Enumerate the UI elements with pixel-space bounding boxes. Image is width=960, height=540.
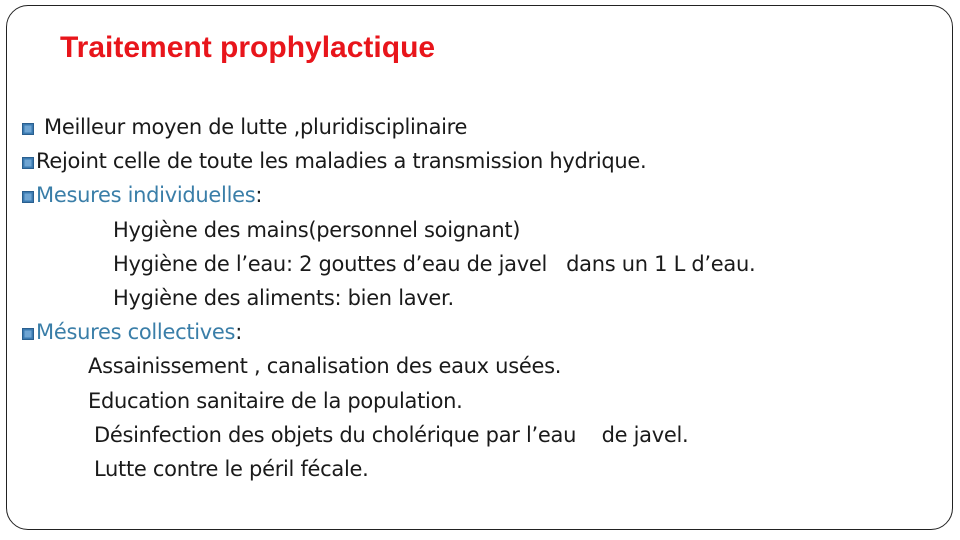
slide-title: Traitement prophylactique bbox=[60, 31, 436, 64]
section-heading-mesures-collectives: Mésures collectives bbox=[36, 320, 236, 345]
sub-item-education-sanitaire: Education sanitaire de la population. bbox=[88, 388, 463, 413]
square-bullet-icon bbox=[22, 157, 34, 169]
sub-item-desinfection: Désinfection des objets du cholérique par l’eau de javel. bbox=[94, 422, 689, 447]
square-bullet-icon bbox=[22, 328, 34, 340]
square-bullet-icon bbox=[22, 191, 34, 203]
sub-item-hygiene-aliments: Hygiène des aliments: bien laver. bbox=[113, 285, 454, 310]
slide-content bbox=[22, 110, 922, 486]
sub-item-lutte-peril: Lutte contre le péril fécale. bbox=[94, 456, 369, 481]
bullet-item-meilleur-moyen bbox=[22, 110, 922, 144]
sub-item-assainissement: Assainissement , canalisation des eaux usées. bbox=[88, 354, 562, 379]
heading-colon: : bbox=[255, 183, 263, 208]
heading-colon: : bbox=[235, 320, 242, 345]
square-bullet-icon bbox=[22, 123, 34, 135]
section-heading-mesures-individuelles: Mesures individuelles bbox=[36, 183, 256, 208]
bullet-text: Meilleur moyen de lutte ,pluridisciplinaire bbox=[44, 115, 468, 139]
bullet-item-mesures-collectives bbox=[22, 315, 922, 349]
sub-item-hygiene-eau: Hygiène de l’eau: 2 gouttes d’eau de javel dans un 1 L d’eau. bbox=[113, 251, 756, 276]
bullet-item-mesures-individuelles bbox=[22, 178, 922, 212]
bullet-text: Rejoint celle de toute les maladies a transmission hydrique. bbox=[36, 149, 647, 174]
sub-item-hygiene-mains: Hygiène des mains(personnel soignant) bbox=[113, 217, 521, 242]
bullet-item-rejoint bbox=[22, 144, 922, 178]
